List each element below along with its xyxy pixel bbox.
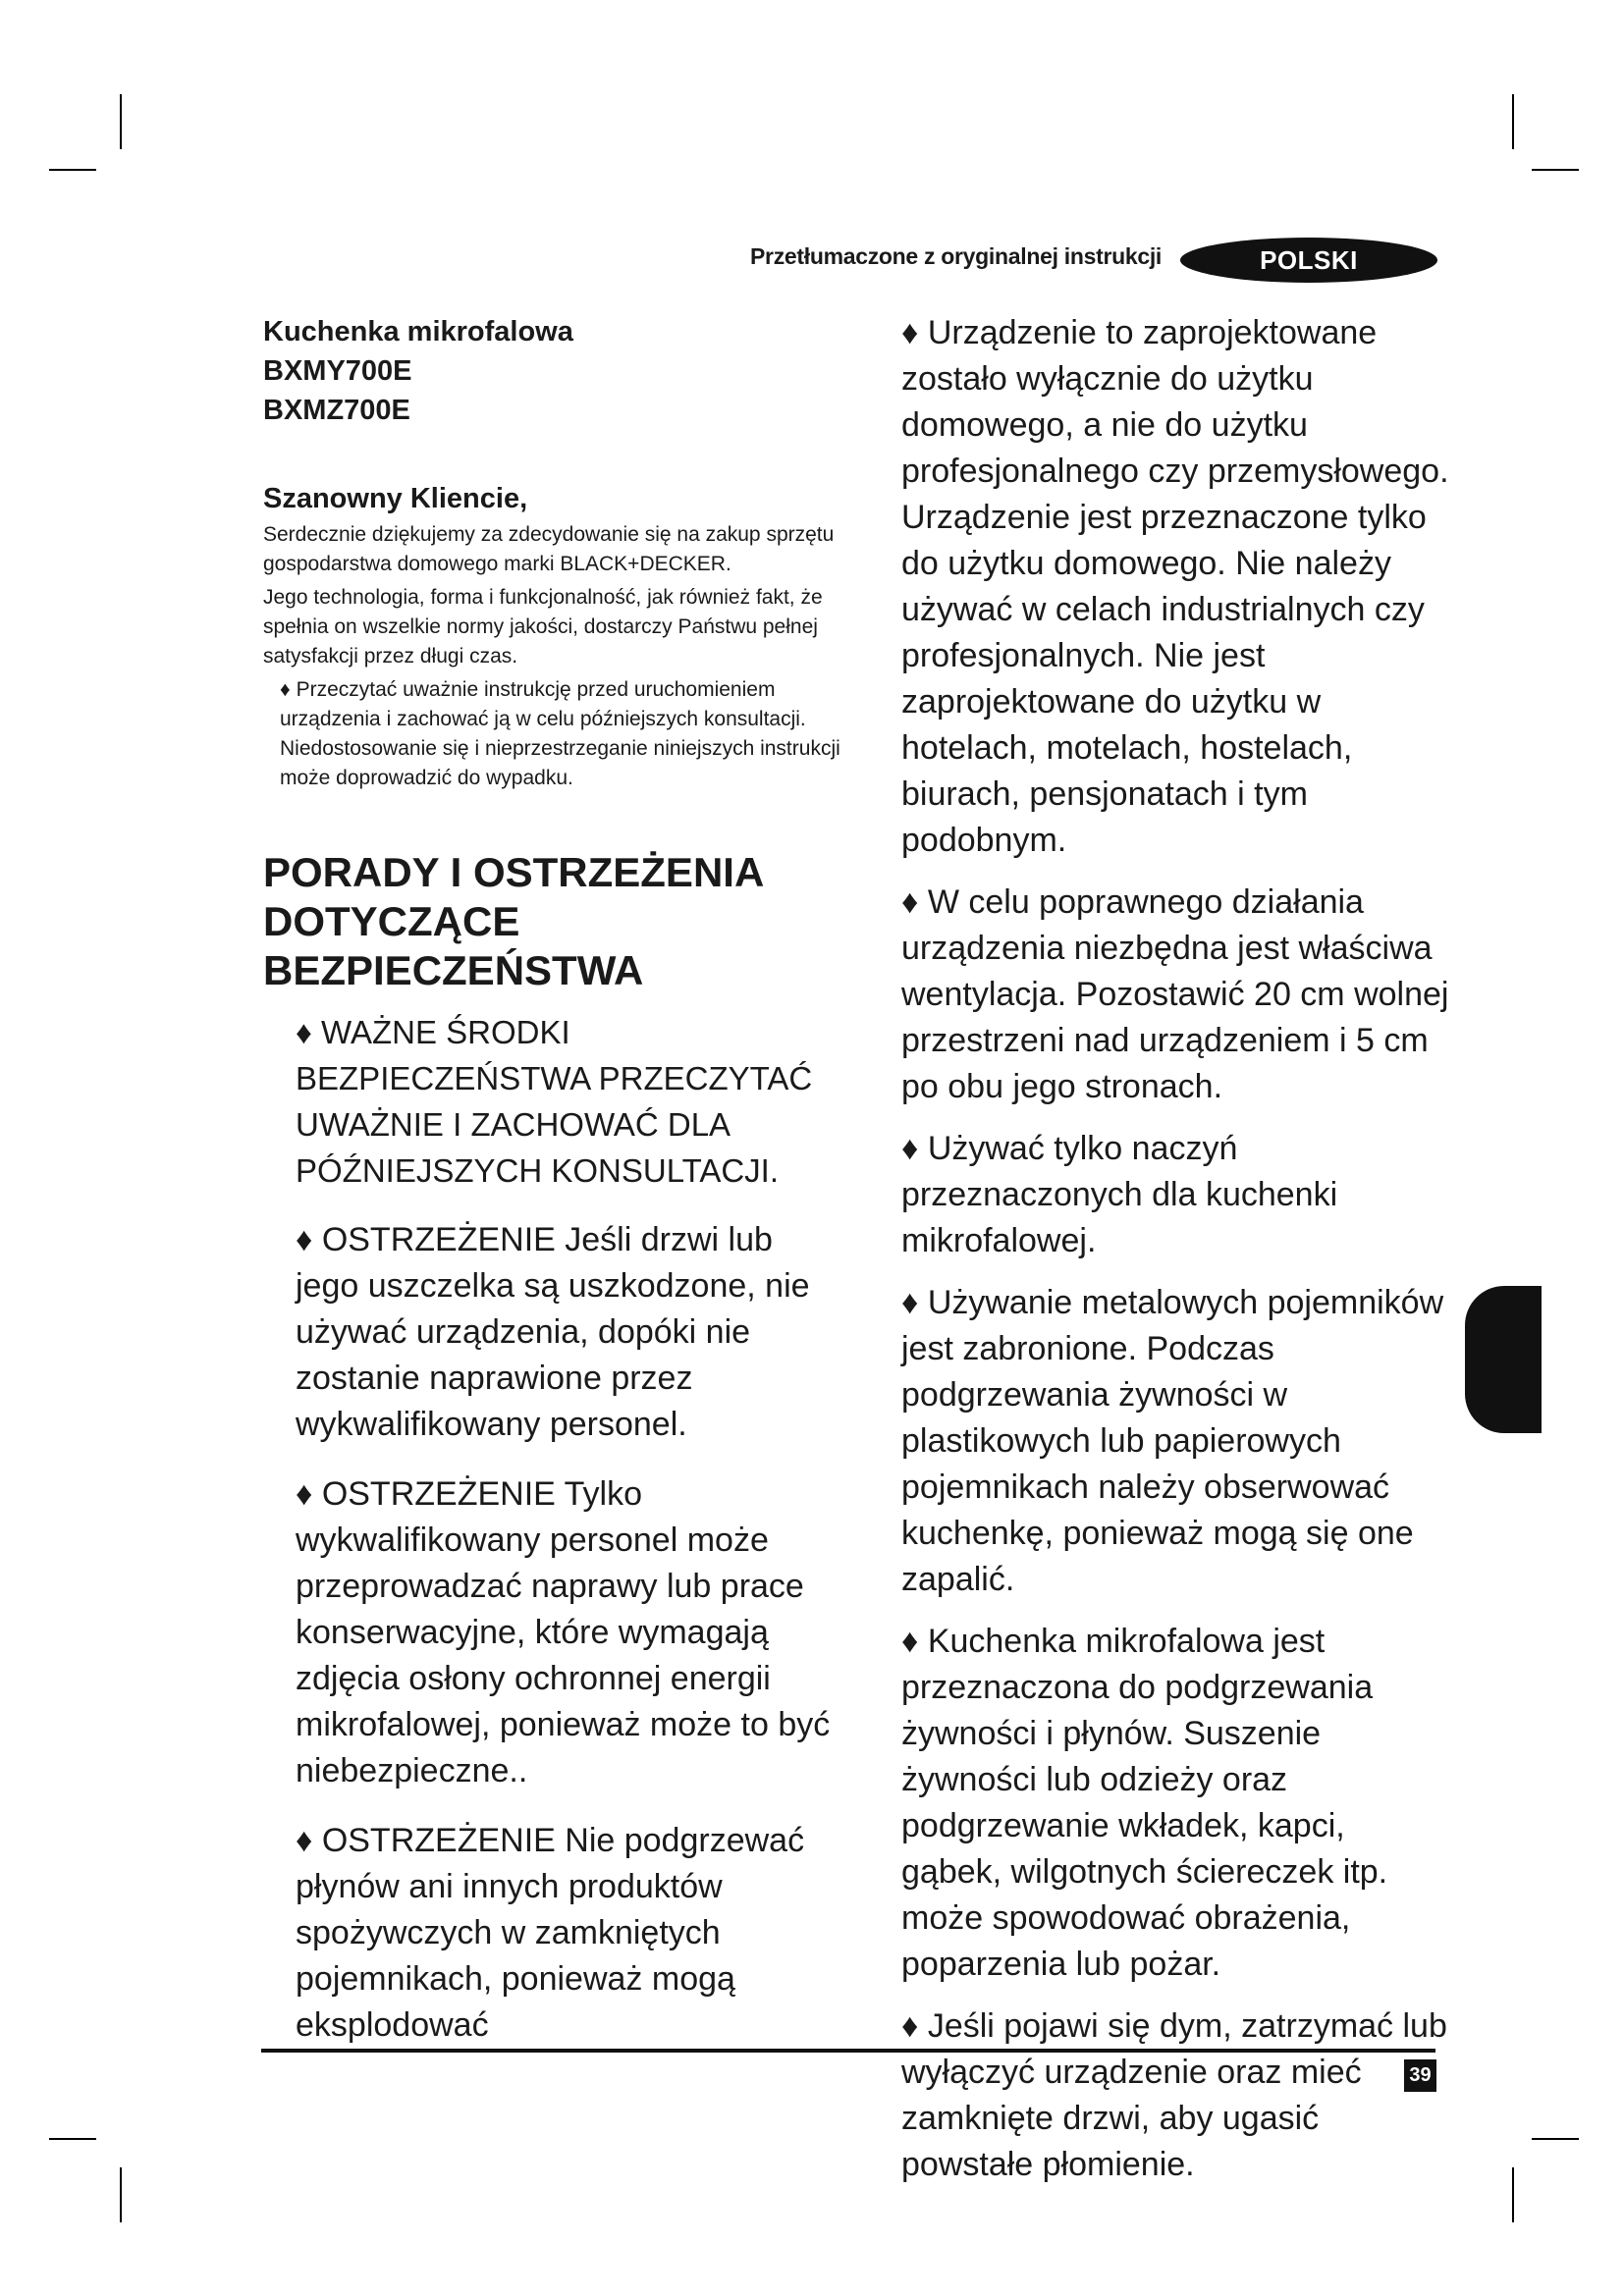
diamond-bullet-icon: ♦ [901, 1623, 919, 1660]
diamond-bullet-icon: ♦ [901, 314, 919, 351]
crop-mark-top-right-vertical [1512, 94, 1514, 149]
diamond-bullet-icon: ♦ [296, 1822, 313, 1859]
safety-bullet: ♦ Kuchenka mikrofalowa jest przeznaczona do podgrzewania żywności i płynów. Suszenie żywności lub odzieży oraz podgrzewanie wkładek, kapci, gąbek, wilgotnych ściereczek itp. może spowodować obrażenia, poparzenia lub pożar. [901, 1619, 1451, 1988]
crop-mark-bottom-right-vertical [1512, 2167, 1514, 2222]
diamond-bullet-icon: ♦ [296, 1475, 313, 1513]
warning-bullet: ♦ OSTRZEŻENIE Jeśli drzwi lub jego uszczelka są uszkodzone, nie używać urządzenia, dopóki nie zostanie naprawione przez wykwalifikowany personel. [263, 1217, 842, 1448]
diamond-bullet-icon: ♦ [901, 883, 919, 921]
diamond-bullet-icon: ♦ [901, 1284, 919, 1321]
product-model-1: BXMY700E [263, 355, 412, 387]
translation-note: Przetłumaczone z oryginalnej instrukcji [750, 243, 1163, 269]
language-badge: POLSKI [1180, 238, 1437, 283]
product-name: Kuchenka mikrofalowa [263, 316, 573, 347]
left-column [263, 312, 842, 2049]
right-column [901, 310, 1451, 2204]
page-number: 39 [1404, 2059, 1436, 2092]
safety-bullet: ♦ Urządzenie to zaprojektowane zostało wyłącznie do użytku domowego, a nie do użytku profesjonalnego czy przemysłowego. Urządzenie jest przeznaczone tylko do użytku domowego. Nie należy używać w celach industrialnych czy profesjonalnych. Nie jest zaprojektowane do użytku w hotelach, motelach, hostelach, biurach, pensjonatach i tym podobnym. [901, 310, 1451, 864]
greeting: Szanowny Kliencie, [263, 483, 528, 514]
warning-bullet: ♦ WAŻNE ŚRODKI BEZPIECZEŃSTWA PRZECZYTAĆ UWAŻNIE I ZACHOWAĆ DLA PÓŹNIEJSZYCH KONSULTACJI. [263, 1009, 842, 1194]
intro-bullet: ♦ Przeczytać uważnie instrukcję przed uruchomieniem urządzenia i zachować ją w celu późniejszych konsultacji. Niedostosowanie się i nieprzestrzeganie niniejszych instrukcji może doprowadzić do wypadku. [263, 675, 842, 793]
crop-mark-bottom-right-horizontal [1532, 2138, 1579, 2140]
crop-mark-bottom-left-vertical [120, 2167, 122, 2222]
crop-mark-top-left-horizontal [49, 169, 96, 171]
diamond-bullet-icon: ♦ [901, 2007, 919, 2045]
safety-bullet: ♦ Jeśli pojawi się dym, zatrzymać lub wyłączyć urządzenie oraz mieć zamknięte drzwi, aby ugasić powstałe płomienie. [901, 2003, 1451, 2188]
diamond-bullet-icon: ♦ [901, 1130, 919, 1167]
language-section-tab [1465, 1286, 1542, 1433]
crop-mark-top-right-horizontal [1532, 169, 1579, 171]
safety-bullet: ♦ Używać tylko naczyń przeznaczonych dla kuchenki mikrofalowej. [901, 1126, 1451, 1264]
diamond-bullet-icon: ♦ [280, 678, 291, 701]
section-title: PORADY I OSTRZEŻENIA DOTYCZĄCE BEZPIECZEŃSTWA [263, 849, 763, 993]
intro-paragraph-2: Jego technologia, forma i funkcjonalność, jak również fakt, że spełnia on wszelkie normy jakości, dostarczy Państwu pełnej satysfakcji przez długi czas. [263, 586, 823, 667]
safety-bullet: ♦ W celu poprawnego działania urządzenia niezbędna jest właściwa wentylacja. Pozostawić 20 cm wolnej przestrzeni nad urządzeniem i 5 cm po obu jego stronach. [901, 880, 1451, 1110]
warning-bullet: ♦ OSTRZEŻENIE Nie podgrzewać płynów ani innych produktów spożywczych w zamkniętych pojemnikach, ponieważ mogą eksplodować [263, 1818, 842, 2049]
warning-bullet: ♦ OSTRZEŻENIE Tylko wykwalifikowany personel może przeprowadzać naprawy lub prace konserwacyjne, które wymagają zdjęcia osłony ochronnej energii mikrofalowej, ponieważ może to być niebezpieczne.. [263, 1471, 842, 1794]
product-model-2: BXMZ700E [263, 395, 410, 426]
crop-mark-top-left-vertical [120, 94, 122, 149]
footer-rule [261, 2049, 1435, 2053]
intro-paragraph-1: Serdecznie dziękujemy za zdecydowanie się na zakup sprzętu gospodarstwa domowego marki BLACK+DECKER. [263, 523, 835, 575]
crop-mark-bottom-left-horizontal [49, 2138, 96, 2140]
diamond-bullet-icon: ♦ [296, 1014, 312, 1050]
safety-bullet: ♦ Używanie metalowych pojemników jest zabronione. Podczas podgrzewania żywności w plastikowych lub papierowych pojemnikach należy obserwować kuchenkę, ponieważ mogą się one zapalić. [901, 1280, 1451, 1603]
diamond-bullet-icon: ♦ [296, 1221, 313, 1258]
